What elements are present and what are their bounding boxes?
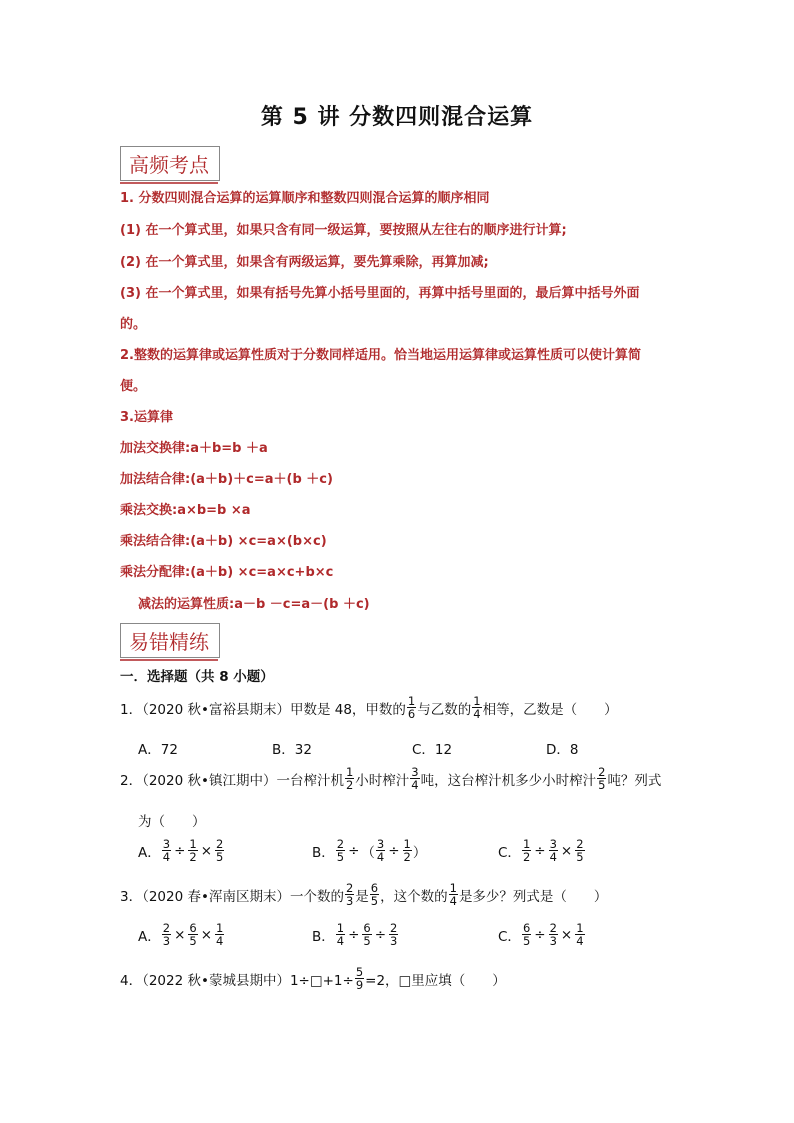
q2-option-c: C． $\frac{1}{2}$ ÷ $\frac{3}{4}$ × $\frac{2}{5}$	[498, 837, 584, 865]
question-3: 3．（2020 春•浑南区期末）一个数的 $\frac{2}{3}$ 是 $\frac{6}{5}$ ，这个数的 $\frac{1}{4}$ 是多少？列式是（ ）	[120, 881, 608, 909]
q2-option-a: A． $\frac{3}{4}$ ÷ $\frac{1}{2}$ × $\frac{2}{5}$	[138, 837, 224, 865]
fraction: $\frac{3}{4}$	[411, 765, 419, 793]
key-point-1-3: (3) 在一个算式里，如果有括号先算小括号里面的，再算中括号里面的，最后算中括号外面	[120, 286, 640, 301]
fraction: $\frac{6}{5}$	[370, 881, 379, 909]
key-point-2: 2.整数的运算律或运算性质对于分数同样适用。恰当地运用运算律或运算性质可以使计算简	[120, 348, 641, 363]
question-2-cont: 为（ ）	[138, 814, 206, 830]
q1-option-c: C．12	[412, 742, 453, 758]
question-2: 2．（2020 秋•镇江期中）一台榨汁机 $\frac{1}{2}$ 小时榨汁 $\frac{3}{4}$ 吨，这台榨汁机多少小时榨汁 $\frac{2}{5}$ 吨？列式	[120, 765, 662, 793]
question-1: 1．（2020 秋•富裕县期末）甲数是 48，甲数的 $\frac{1}{6}$ 与乙数的 $\frac{1}{4}$ 相等，乙数是（ ）	[120, 694, 618, 722]
fraction: $\frac{1}{2}$	[345, 765, 354, 793]
q3-option-a: A． $\frac{2}{3}$ × $\frac{6}{5}$ × $\frac{1}{4}$	[138, 921, 224, 949]
q3-option-b: B． $\frac{1}{4}$ ÷ $\frac{6}{5}$ ÷ $\frac{2}{3}$	[312, 921, 398, 949]
q2-option-b: B． $\frac{2}{5}$ ÷ （ $\frac{3}{4}$ ÷ $\frac{1}{2}$ ）	[312, 837, 427, 865]
fraction: $\frac{1}{4}$	[473, 694, 481, 722]
fraction: $\frac{2}{5}$	[598, 765, 606, 793]
key-point-3: 3.运算律	[120, 410, 173, 425]
law-mul-commutative: 乘法交换:a×b=b ×a	[120, 503, 251, 518]
q3-option-c: C． $\frac{6}{5}$ ÷ $\frac{2}{3}$ × $\frac{1}{4}$	[498, 921, 584, 949]
law-mul-distributive: 乘法分配律:(a＋b) ×c=a×c+b×c	[120, 565, 334, 580]
section-practice: 易错精练	[120, 623, 220, 658]
q1-option-b: B．32	[272, 742, 312, 758]
fraction: $\frac{1}{6}$	[407, 694, 416, 722]
law-add-associative: 加法结合律:(a＋b)＋c=a＋(b ＋c)	[120, 472, 333, 487]
law-mul-associative: 乘法结合律:(a＋b) ×c=a×(b×c)	[120, 534, 327, 549]
key-point-1-3-cont: 的。	[120, 317, 147, 332]
q1-option-a: A．72	[138, 742, 178, 758]
fraction: $\frac{1}{4}$	[449, 881, 457, 909]
page-title: 第 5 讲 分数四则混合运算	[260, 105, 534, 130]
fraction: $\frac{2}{3}$	[345, 881, 354, 909]
key-point-1: 1. 分数四则混合运算的运算顺序和整数四则混合运算的顺序相同	[120, 191, 490, 206]
key-point-1-1: (1) 在一个算式里，如果只含有同一级运算，要按照从左往右的顺序进行计算;	[120, 223, 567, 238]
law-subtraction: 减法的运算性质:a－b －c=a－(b ＋c)	[138, 597, 370, 612]
question-4: 4．（2022 秋•蒙城县期中）1÷□+1÷ $\frac{5}{9}$ =2，□里应填（ ）	[120, 965, 506, 993]
key-point-1-2: (2) 在一个算式里，如果含有两级运算，要先算乘除，再算加减;	[120, 255, 489, 270]
fraction: $\frac{5}{9}$	[355, 965, 364, 993]
law-add-commutative: 加法交换律:a＋b=b ＋a	[120, 441, 268, 456]
q1-option-d: D．8	[546, 742, 579, 758]
part-header: 一．选择题（共 8 小题）	[120, 669, 274, 685]
key-point-2-cont: 便。	[120, 379, 147, 394]
section-key-points: 高频考点	[120, 146, 220, 181]
